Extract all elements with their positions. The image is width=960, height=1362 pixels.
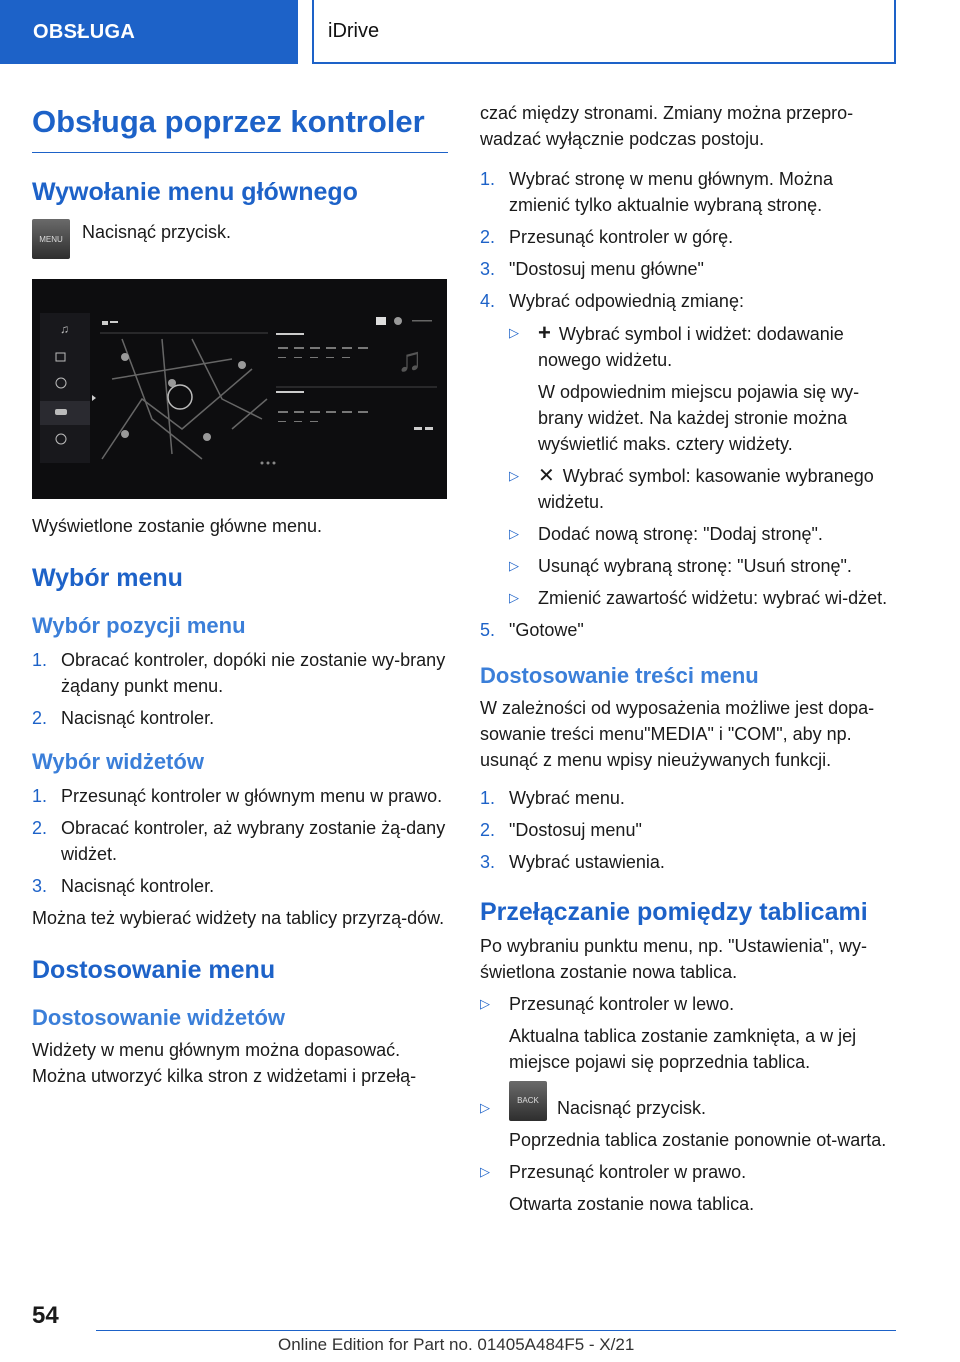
list-item: 4. Wybrać odpowiednią zmianę:: [480, 291, 744, 311]
edition-text: Online Edition for Part no. 01405A484F5 - X/21: [278, 1335, 635, 1354]
triangle-bullet-icon: ▷: [480, 1164, 490, 1179]
list-item: ▷ Przesunąć kontroler w lewo.: [480, 991, 896, 1017]
heading-call-main: Wywołanie menu głównego: [32, 178, 358, 206]
list-item: ▷ ✕ Wybrać symbol: kasowanie wybranego widżetu.: [509, 463, 896, 515]
list-item: 1. Obracać kontroler, dopóki nie zostanie wy-brany żądany punkt menu.: [32, 650, 446, 696]
back-button-icon: BACK: [509, 1081, 547, 1121]
menu-button-icon: MENU: [32, 219, 70, 259]
list-item: ▷ Zmienić zawartość widżetu: wybrać wi-dżet.: [509, 585, 896, 611]
list-item: 1. Wybrać menu.: [480, 788, 625, 808]
list-item: 2. Przesunąć kontroler w górę.: [480, 227, 734, 247]
close-icon: ✕: [538, 465, 555, 487]
chapter-label: iDrive: [328, 19, 380, 42]
section-tab: [0, 0, 298, 64]
heading-content: Dostosowanie treści menu: [480, 663, 759, 688]
triangle-bullet-icon: ▷: [509, 590, 519, 605]
page-title: Obsługa poprzez kontroler: [32, 100, 448, 153]
menu-button-row: [32, 219, 448, 259]
section-label: OBSŁUGA: [33, 20, 136, 43]
list-item: ▷ BACK Nacisnąć przycisk.: [480, 1081, 896, 1121]
triangle-bullet-icon: ▷: [509, 325, 519, 340]
widget-note: Można też wybierać widżety na tablicy przyrzą-dów.: [32, 908, 445, 928]
chapter-header: [312, 0, 896, 64]
heading-menu-select: Wybór menu: [32, 564, 183, 592]
triangle-bullet-icon: ▷: [480, 1100, 490, 1115]
content-text: W zależności od wyposażenia możliwe jest dopa-sowanie treści menu"MEDIA" i "COM", aby np. usunąć z menu wpisy nieużywanych funkcji.: [480, 698, 875, 770]
list-item: 2. Nacisnąć kontroler.: [32, 708, 215, 728]
idrive-screen-graphic: [32, 279, 447, 499]
customize-text: Widżety w menu głównym można dopasować. Można utworzyć kilka stron z widżetami i przełą-: [32, 1040, 417, 1086]
list-item: 3. Wybrać ustawienia.: [480, 852, 665, 872]
list-item: ▷ + Wybrać symbol i widżet: dodawanie nowego widżetu.: [509, 320, 896, 373]
list-item: 2. "Dostosuj menu": [480, 820, 642, 840]
heading-customize: Dostosowanie menu: [32, 956, 276, 984]
list-item: 2. Obracać kontroler, aż wybrany zostanie żą-dany widżet.: [32, 818, 446, 864]
list-item: 3. "Dostosuj menu główne": [480, 259, 704, 279]
list-item: 3. Nacisnąć kontroler.: [32, 876, 215, 896]
triangle-bullet-icon: ▷: [509, 526, 519, 541]
right-column: [480, 100, 896, 1217]
left-note: Aktualna tablica zostanie zamknięta, a w jej miejsce pojawi się poprzednia tablica.: [509, 1026, 857, 1072]
footer-divider: [96, 1330, 896, 1331]
left-column: [32, 100, 448, 1089]
list-item: ▷ Usunąć wybraną stronę: "Usuń stronę".: [509, 553, 896, 579]
menu-caption: Wyświetlone zostanie główne menu.: [32, 516, 322, 536]
substeps: [480, 320, 896, 611]
switch-text: Po wybraniu punktu menu, np. "Ustawienia", wy-świetlona zostanie nowa tablica.: [480, 936, 867, 982]
triangle-bullet-icon: ▷: [509, 558, 519, 573]
heading-widget-select: Wybór widżetów: [32, 749, 204, 774]
svg-text:♫: ♫: [397, 341, 423, 379]
list-item: ▷ Przesunąć kontroler w prawo.: [480, 1159, 896, 1185]
triangle-bullet-icon: ▷: [480, 996, 490, 1011]
page-number: 54: [32, 1302, 59, 1329]
list-item: 1. Wybrać stronę w menu głównym. Można zmienić tylko aktualnie wybraną stronę.: [480, 169, 833, 215]
back-note: Poprzednia tablica zostanie ponownie ot-warta.: [509, 1130, 887, 1150]
idrive-screen-image: [32, 279, 447, 499]
list-item: 1. Przesunąć kontroler w głównym menu w prawo.: [32, 786, 443, 806]
heading-item-select: Wybór pozycji menu: [32, 613, 246, 638]
svg-text:♫: ♫: [60, 322, 69, 336]
intro-text: czać między stronami. Zmiany można przepro-wadzać wyłącznie podczas postoju.: [480, 103, 854, 149]
list-item: ▷ Dodać nową stronę: "Dodaj stronę".: [509, 521, 896, 547]
add-note: W odpowiednim miejscu pojawia się wy-brany widżet. Na każdej stronie można wyświetlić maks. cztery widżety.: [538, 382, 860, 454]
list-item: 5. "Gotowe": [480, 620, 584, 640]
plus-icon: +: [538, 320, 551, 345]
heading-customize-widgets: Dostosowanie widżetów: [32, 1005, 286, 1030]
triangle-bullet-icon: ▷: [509, 468, 519, 483]
press-text: Nacisnąć przycisk.: [82, 222, 232, 242]
heading-switch: Przełączanie pomiędzy tablicami: [480, 898, 868, 926]
right-note: Otwarta zostanie nowa tablica.: [509, 1194, 755, 1214]
